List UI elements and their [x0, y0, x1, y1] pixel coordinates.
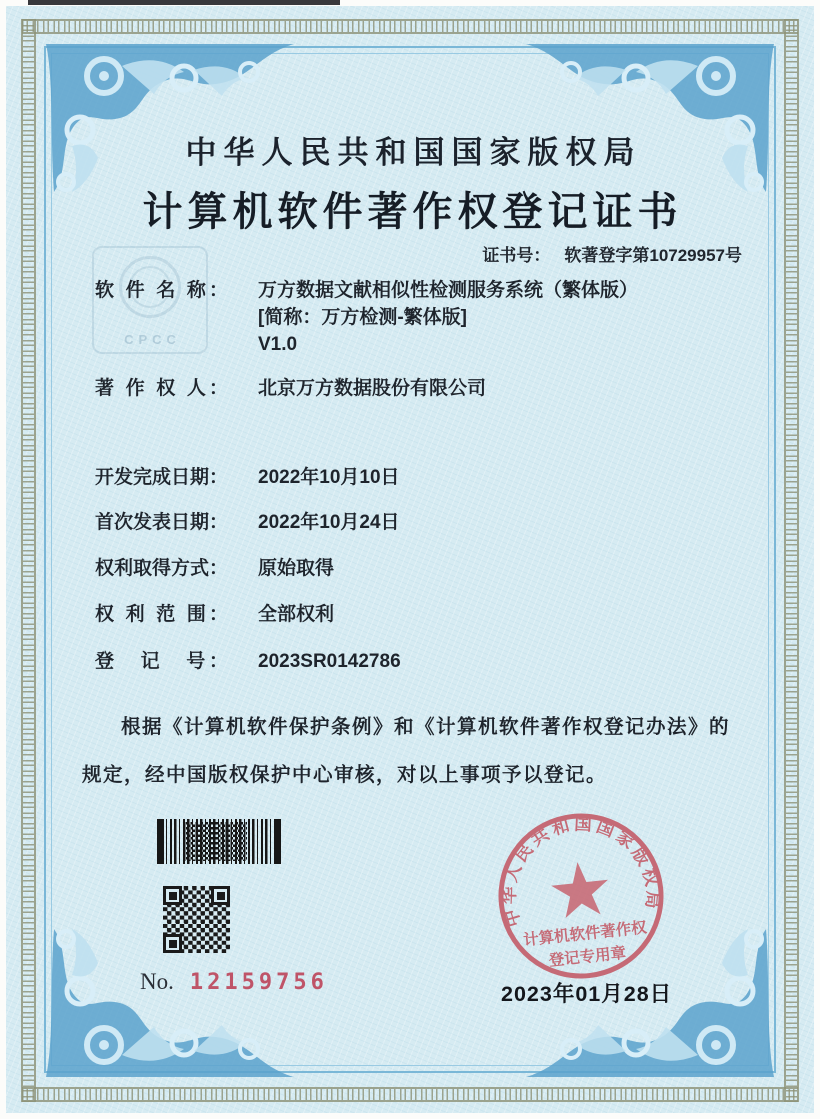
greek-key-border-top	[22, 19, 798, 34]
seal-ring-text: 中华人民共和国国家版权局	[498, 813, 664, 930]
registration-statement: 根据《计算机软件保护条例》和《计算机软件著作权登记办法》的规定，经中国版权保护中心审核，对以上事项予以登记。	[82, 716, 731, 786]
software-name-line3: V1.0	[258, 334, 298, 355]
official-seal	[482, 797, 680, 995]
qr-code-graphic	[163, 886, 230, 953]
field-software-name	[95, 277, 638, 358]
seal-inner-line2: 登记专用章	[547, 944, 627, 970]
certificate-title: 计算机软件著作权登记证书	[142, 189, 683, 234]
field-value: 原始取得	[258, 558, 335, 579]
barcode-2d-region	[183, 822, 247, 861]
field-rights-acquisition	[95, 555, 334, 582]
field-label: 开发完成日期：	[95, 467, 229, 488]
certificate-number-value: 软著登字第10729957号	[564, 246, 742, 265]
authority-title: 中华人民共和国国家版权局	[185, 135, 642, 170]
field-value: 2022年10月24日	[258, 512, 400, 533]
serial-number: 12159756	[189, 970, 328, 995]
field-value: 北京万方数据股份有限公司	[258, 378, 487, 399]
scan-artifact	[28, 0, 340, 5]
greek-key-border-bottom	[22, 1087, 798, 1102]
field-label: 权 利 范 围：	[95, 604, 228, 625]
software-name-line2: [简称：万方检测-繁体版]	[258, 307, 467, 328]
qr-finder-top-left	[163, 886, 182, 905]
certificate-number-line	[482, 241, 742, 266]
qr-finder-bottom-left	[163, 934, 182, 953]
field-label: 登 记 号：	[95, 651, 228, 672]
field-value	[258, 277, 638, 358]
red-star-icon	[549, 859, 611, 919]
barcode-graphic	[157, 819, 281, 864]
qr-finder-top-right	[211, 886, 230, 905]
field-label: 著 作 权 人：	[95, 378, 228, 399]
field-value: 全部权利	[258, 604, 335, 625]
field-first-publication-date	[95, 509, 400, 536]
software-name-line1: 万方数据文献相似性检测服务系统（繁体版）	[258, 280, 639, 301]
field-copyright-owner	[95, 375, 486, 402]
field-rights-scope	[95, 601, 334, 628]
field-label: 权利取得方式：	[95, 558, 229, 579]
issue-date: 2023年01月28日	[501, 982, 673, 1006]
field-value: 2022年10月10日	[258, 467, 400, 488]
field-label: 软 件 名 称：	[95, 280, 228, 301]
seal-inner-line1: 计算机软件著作权	[522, 919, 648, 950]
serial-prefix: No.	[140, 969, 174, 994]
field-dev-completion-date	[95, 464, 400, 491]
field-label: 首次发表日期：	[95, 512, 229, 533]
field-value: 2023SR0142786	[258, 651, 401, 672]
emboss-label: CPCC	[124, 332, 181, 347]
field-registration-number	[95, 648, 401, 675]
serial-number-line	[140, 969, 328, 995]
certificate-number-label: 证书号：	[482, 246, 551, 265]
